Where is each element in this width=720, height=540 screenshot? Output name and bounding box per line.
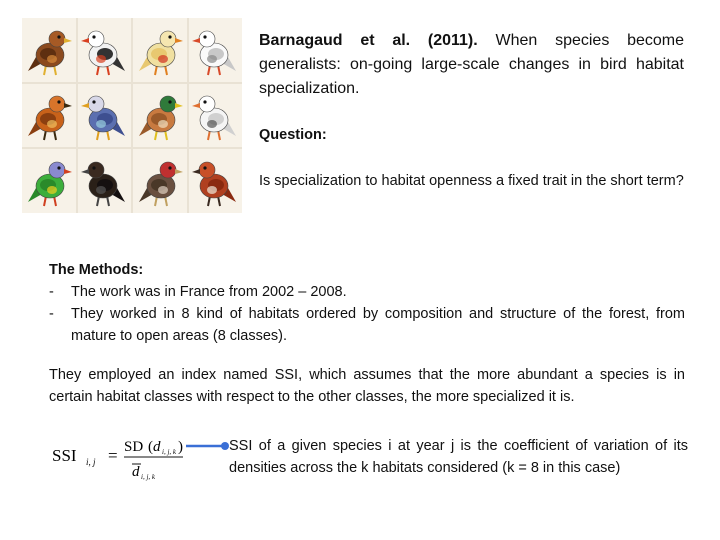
reference-title: When species become generalists: on-going large-scale changes in bird habitat specialization. [259,32,685,97]
bird-cell [189,18,243,82]
ssi-definition: SSI of a given species i at year j is the coefficient of variation of its densities across the k habitats considered (k = 8 in this case) [229,438,688,476]
bird-cell [22,149,76,213]
bird-cell [78,84,132,148]
duck-icon [135,86,185,144]
formula-denominator-subscript: i, j, k [141,473,155,481]
formula-numerator-subscript: i, j, k [162,448,176,456]
bird-cell [133,84,187,148]
methods-item [49,281,685,303]
question-text: Is specialization to habitat openness a fixed trait in the short term? [259,173,684,189]
bird-cell [78,149,132,213]
list-dash: - [49,306,54,322]
formula-denominator-var: d [132,464,140,480]
formula-lhs: SSI [52,446,77,465]
list-dash: - [49,284,54,300]
owl-icon [24,86,74,144]
question-label: Question: [259,127,327,143]
formula-sd: SD [124,439,144,455]
bird-cell [22,18,76,82]
bird-cell [78,18,132,82]
formula-lhs-subscript: i, j [86,457,96,467]
svg-text:): ) [178,439,183,455]
methods-section [49,259,685,347]
gull-icon [190,21,240,79]
bird-cell [133,149,187,213]
svg-text:(: ( [148,439,153,455]
pigeon-icon [79,86,129,144]
methods-title: The Methods: [49,262,144,278]
bird-cell [133,18,187,82]
pelican-icon [190,86,240,144]
methods-item-text: The work was in France from 2002 – 2008. [71,284,347,300]
ssi-paragraph: They employed an index named SSI, which assumes that the more abundant a species is in certain habitat classes with respect to the other classes, the more specialized it is. [49,367,685,405]
arrow-icon [184,440,230,452]
eagle-icon [24,21,74,79]
methods-item-text: They worked in 8 kind of habitats ordered by composition and structure of the forest, from mature to open areas (8 classes). [71,306,685,344]
bird-cell [22,84,76,148]
crow-icon [79,152,129,210]
ssi-formula [52,428,184,486]
bird-cell [189,84,243,148]
stork-icon [79,21,129,79]
turkey-icon [135,152,185,210]
formula-numerator-var: d [153,439,161,455]
formula-equals: = [108,446,118,465]
chicken-icon [135,21,185,79]
partridge-icon [190,152,240,210]
reference-authors: Barnagaud et al. (2011). [259,32,478,49]
bird-cell [189,149,243,213]
parrot-icon [24,152,74,210]
methods-item [49,303,685,347]
reference-citation [259,29,684,101]
bird-illustrations-grid [22,18,242,213]
